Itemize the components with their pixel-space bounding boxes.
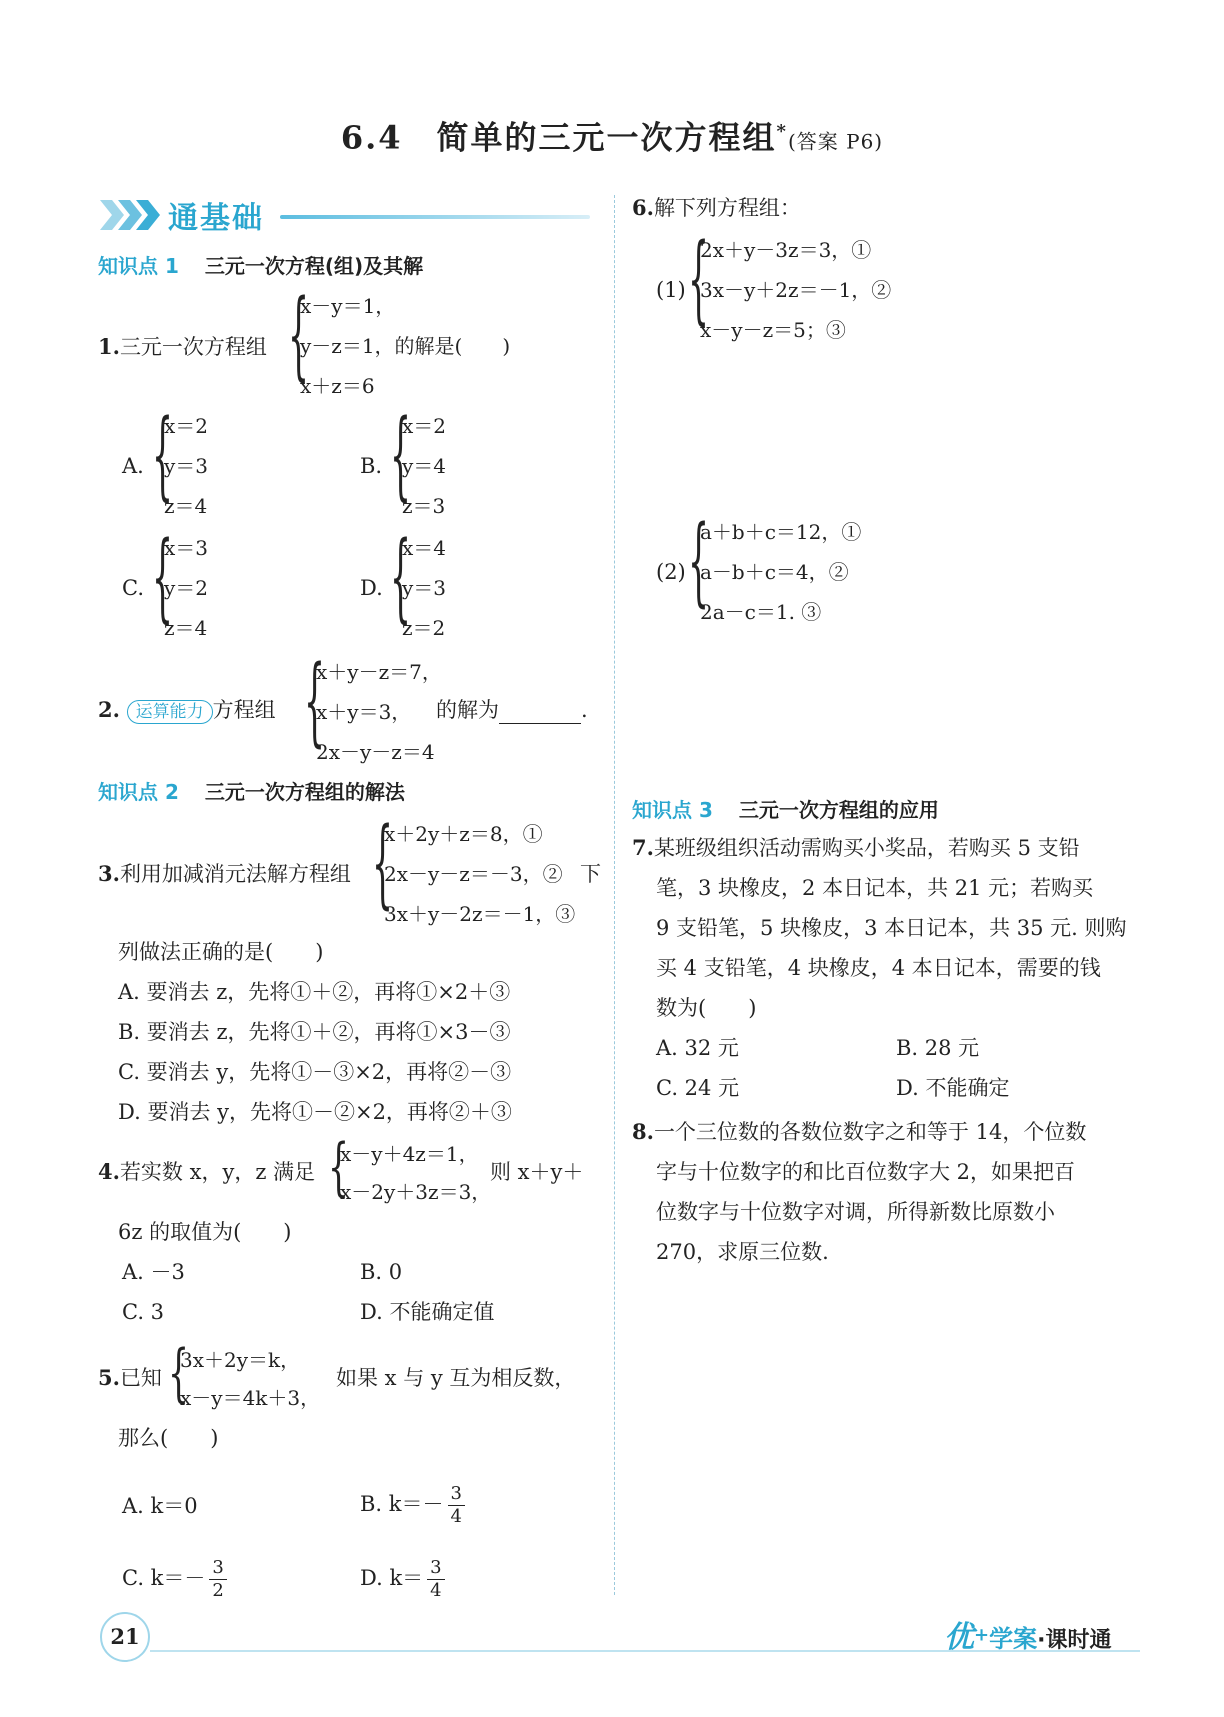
question-1-stem: 1.三元一次方程组 <box>98 334 267 359</box>
q4-option-d: D. 不能确定值 <box>360 1300 495 1324</box>
q7-option-c: C. 24 元 <box>656 1076 740 1100</box>
q5-option-b: B. k＝－ $\frac{3}{4}$ <box>360 1478 465 1530</box>
page-number: 21 <box>110 1624 140 1649</box>
question-7-line-3: 9 支铅笔，5 块橡皮，3 本日记本，共 35 元. 则购 <box>656 916 1127 940</box>
knowledge-point-1: 知识点 1 三元一次方程(组)及其解 <box>98 254 424 278</box>
q5-option-c: C. k＝－ $\frac{3}{2}$ <box>122 1552 227 1604</box>
q4-option-a: A. －3 <box>122 1260 185 1284</box>
question-4-stem: 4.若实数 x，y，z 满足 <box>98 1159 316 1184</box>
q1-option-c-label: C. <box>122 576 144 600</box>
q4-continued: 6z 的取值为( ) <box>118 1220 292 1244</box>
q3-tail: 下 <box>580 862 601 886</box>
column-divider <box>614 195 615 1595</box>
question-7-line-2: 笔，3 块橡皮，2 本日记本，共 21 元；若购买 <box>656 876 1094 900</box>
knowledge-point-3: 知识点 3 三元一次方程组的应用 <box>632 798 939 822</box>
answer-reference: (答案 P6) <box>787 129 884 154</box>
page-number-badge <box>100 1612 150 1662</box>
skill-badge: 运算能力 <box>127 700 213 724</box>
page-title: 6.4 简单的三元一次方程组*(答案 P6) <box>340 118 884 157</box>
chevrons-icon <box>100 198 172 232</box>
q5-option-a: A. k＝0 <box>122 1494 198 1518</box>
q6-part-2-label: (2) <box>656 560 686 584</box>
q2-tail: 的解为 . <box>436 698 588 722</box>
question-8-line-2: 字与十位数字的和比百位数字大 2，如果把百 <box>656 1160 1076 1184</box>
q4-option-b: B. 0 <box>360 1260 403 1284</box>
question-5-stem: 5.已知 <box>98 1365 162 1390</box>
q7-option-a: A. 32 元 <box>656 1036 739 1060</box>
q4-tail: 则 x＋y＋ <box>490 1160 584 1184</box>
q1-option-a-label: A. <box>122 454 144 478</box>
q7-option-d: D. 不能确定 <box>896 1076 1010 1100</box>
section-title: 通基础 <box>168 201 264 236</box>
q5-option-d: D. k＝ $\frac{3}{4}$ <box>360 1552 445 1604</box>
brand-logo: 优+学案·课时通 <box>944 1620 1112 1655</box>
q6-part-1-label: (1) <box>656 278 686 302</box>
q3-option-d: D. 要消去 y，先将①－②×2，再将②＋③ <box>118 1100 512 1124</box>
question-7-line-4: 买 4 支铅笔，4 块橡皮，4 本日记本，需要的钱 <box>656 956 1101 980</box>
question-7-line-5: 数为( ) <box>656 996 757 1020</box>
q7-option-b: B. 28 元 <box>896 1036 980 1060</box>
q3-option-a: A. 要消去 z，先将①＋②，再将①×2＋③ <box>118 980 511 1004</box>
question-2-stem: 2. 运算能力 方程组 <box>98 697 276 722</box>
q1-option-d-label: D. <box>360 576 383 600</box>
q3-option-c: C. 要消去 y，先将①－③×2，再将②－③ <box>118 1060 512 1084</box>
question-8-line-4: 270，求原三位数. <box>656 1240 829 1264</box>
q3-option-b: B. 要消去 z，先将①＋②，再将①×3－③ <box>118 1020 511 1044</box>
question-7-line-1: 7.某班级组织活动需购买小奖品，若购买 5 支铅 <box>632 835 1080 860</box>
q5-tail: 如果 x 与 y 互为相反数， <box>336 1366 576 1390</box>
knowledge-point-2: 知识点 2 三元一次方程组的解法 <box>98 780 405 804</box>
q1-option-b-label: B. <box>360 454 383 478</box>
q3-continued: 列做法正确的是( ) <box>118 940 324 964</box>
answer-blank <box>499 703 581 724</box>
question-8-line-3: 位数字与十位数字对调，所得新数比原数小 <box>656 1200 1055 1224</box>
question-3-stem: 3.利用加减消元法解方程组 <box>98 861 351 886</box>
q4-option-c: C. 3 <box>122 1300 165 1324</box>
section-banner <box>100 195 590 235</box>
q5-continued: 那么( ) <box>118 1426 219 1450</box>
question-8-line-1: 8.一个三位数的各数位数字之和等于 14，个位数 <box>632 1119 1087 1144</box>
question-6-stem: 6.解下列方程组： <box>632 195 801 220</box>
